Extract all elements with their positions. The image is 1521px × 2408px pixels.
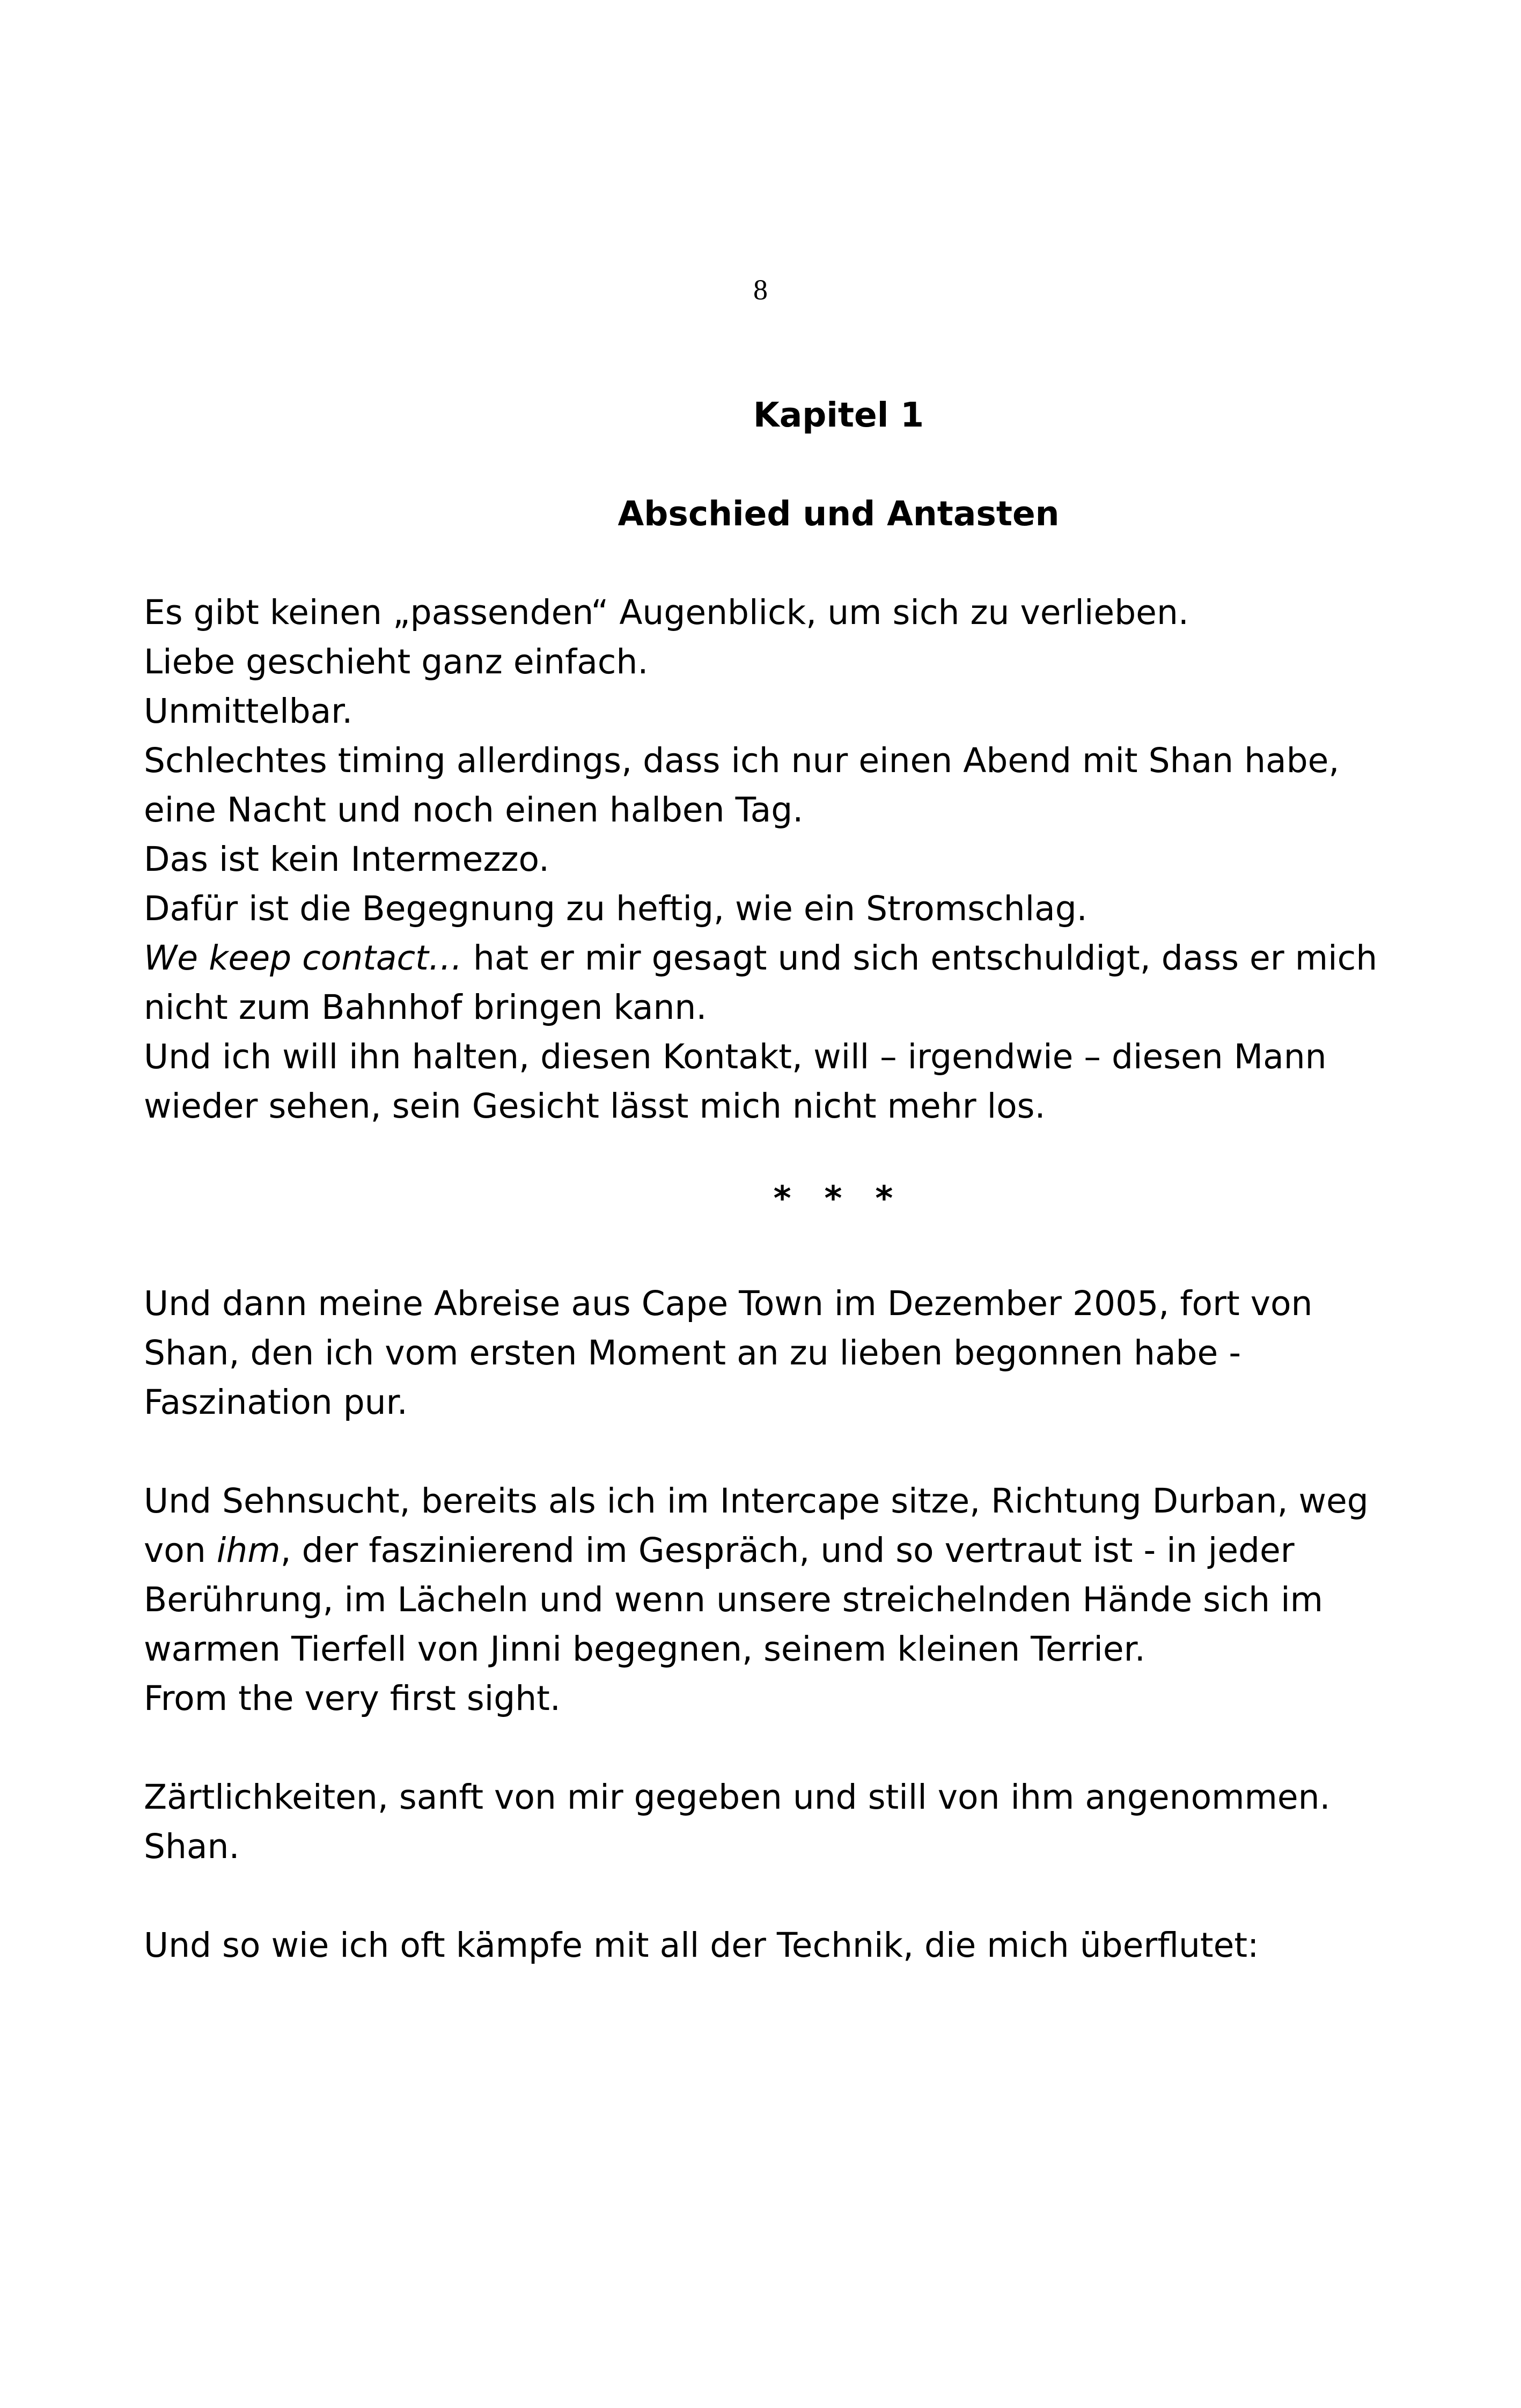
text-line bbox=[144, 1526, 1399, 1575]
text-fragment: von bbox=[144, 1531, 217, 1570]
text-line: From the very first sight. bbox=[144, 1679, 561, 1718]
text-line: Faszination pur. bbox=[144, 1383, 408, 1422]
section-departure bbox=[144, 1279, 1399, 1970]
chapter-label: Kapitel 1 bbox=[753, 395, 924, 435]
text-line: Schlechtes timing allerdings, dass ich nur einen Abend mit Shan habe, bbox=[144, 741, 1340, 780]
italic-word: ihm bbox=[216, 1531, 281, 1570]
text-line: Und so wie ich oft kämpfe mit all der Technik, die mich überflutet: bbox=[144, 1926, 1259, 1965]
paragraph-gap bbox=[144, 1871, 1399, 1921]
paragraph-gap bbox=[144, 1427, 1399, 1477]
text-fragment: hat er mir gesagt und sich entschuldigt, dass er mich bbox=[462, 938, 1378, 978]
text-line: Und dann meine Abreise aus Cape Town im Dezember 2005, fort von bbox=[144, 1284, 1313, 1323]
text-line: Shan, den ich vom ersten Moment an zu lieben begonnen habe - bbox=[144, 1333, 1241, 1372]
paragraph-gap bbox=[144, 1723, 1399, 1773]
text-line: wieder sehen, sein Gesicht lässt mich nicht mehr los. bbox=[144, 1086, 1046, 1126]
text-line: Und Sehnsucht, bereits als ich im Intercape sitze, Richtung Durban, weg bbox=[144, 1481, 1369, 1521]
text-line: Dafür ist die Begegnung zu heftig, wie ein Stromschlag. bbox=[144, 889, 1088, 928]
text-line: Das ist kein Intermezzo. bbox=[144, 840, 549, 879]
text-line: eine Nacht und noch einen halben Tag. bbox=[144, 790, 804, 829]
italic-quote: We keep contact… bbox=[144, 938, 462, 978]
text-line: nicht zum Bahnhof bringen kann. bbox=[144, 988, 707, 1027]
text-line: Und ich will ihn halten, diesen Kontakt, will – irgendwie – diesen Mann bbox=[144, 1037, 1327, 1076]
chapter-title: Abschied und Antasten bbox=[618, 494, 1060, 533]
text-line: Shan. bbox=[144, 1827, 240, 1866]
text-fragment: , der faszinierend im Gespräch, und so vertraut ist - in jeder bbox=[280, 1531, 1295, 1570]
section-intro bbox=[144, 588, 1399, 1131]
text-line: Es gibt keinen „passenden“ Augenblick, um sich zu verlieben. bbox=[144, 593, 1189, 632]
text-line: Liebe geschieht ganz einfach. bbox=[144, 642, 649, 681]
text-line: Berührung, im Lächeln und wenn unsere streichelnden Hände sich im bbox=[144, 1580, 1323, 1619]
section-separator: * * * bbox=[773, 1179, 904, 1218]
text-line bbox=[144, 934, 1399, 983]
text-line: warmen Tierfell von Jinni begegnen, seinem kleinen Terrier. bbox=[144, 1629, 1145, 1669]
text-line: Zärtlichkeiten, sanft von mir gegeben und still von ihm angenommen. bbox=[144, 1778, 1331, 1817]
text-line: Unmittelbar. bbox=[144, 692, 353, 731]
page-number: 8 bbox=[753, 274, 768, 306]
page-content bbox=[144, 391, 1399, 1970]
